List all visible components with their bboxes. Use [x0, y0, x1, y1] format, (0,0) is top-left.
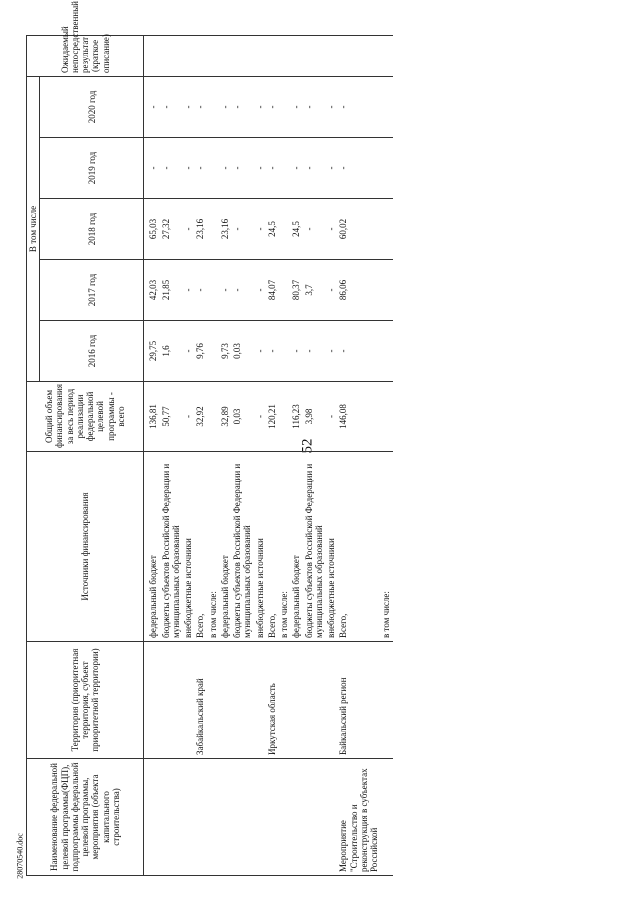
cell-total — [207, 382, 219, 452]
cell-2020 — [207, 76, 219, 137]
cell-2016 — [380, 321, 392, 382]
cell-2016: - — [303, 321, 326, 382]
cell-2016 — [207, 321, 219, 382]
cell-2020: - — [160, 76, 183, 137]
cell-total: 146,08 — [337, 382, 380, 452]
cell-2018: 27,32 — [160, 199, 183, 260]
cell-2017: 84,07 — [266, 260, 278, 321]
cell-territory — [144, 642, 160, 759]
cell-territory — [219, 642, 231, 759]
cell-2017 — [380, 260, 392, 321]
cell-2017: - — [182, 260, 194, 321]
cell-territory — [290, 642, 302, 759]
table-row — [254, 35, 266, 875]
financing-table — [26, 1, 393, 876]
header-year-2017: 2017 год — [40, 260, 144, 321]
cell-program — [325, 759, 337, 876]
cell-total — [278, 382, 290, 452]
cell-result — [160, 35, 183, 76]
cell-2019: - — [266, 138, 278, 199]
cell-territory — [278, 642, 290, 759]
cell-source: бюджеты субъектов Российской Федерации и муниципальных образований — [231, 452, 254, 642]
cell-result — [254, 35, 266, 76]
cell-program — [290, 759, 302, 876]
cell-2017: 80,37 — [290, 260, 302, 321]
cell-result — [290, 35, 302, 76]
table-row — [303, 35, 326, 875]
cell-source: в том числе: — [278, 452, 290, 642]
cell-program — [144, 759, 160, 876]
cell-2020 — [380, 76, 392, 137]
table-row — [325, 35, 337, 875]
cell-territory — [380, 642, 392, 759]
cell-program: Мероприятие "Строительство и реконструкция в субъектах Российской — [337, 759, 380, 876]
table-row — [194, 35, 206, 875]
cell-2019: - — [254, 138, 266, 199]
cell-result — [325, 35, 337, 76]
cell-2019: - — [303, 138, 326, 199]
cell-2019: - — [194, 138, 206, 199]
cell-2017: 21,85 — [160, 260, 183, 321]
cell-2018: 24,5 — [290, 199, 302, 260]
cell-program — [254, 759, 266, 876]
cell-2020: - — [182, 76, 194, 137]
cell-total: 136,81 — [144, 382, 160, 452]
cell-territory: Байкальский регион — [337, 642, 380, 759]
cell-2018 — [278, 199, 290, 260]
cell-program — [231, 759, 254, 876]
table-row — [337, 35, 380, 875]
cell-2019: - — [325, 138, 337, 199]
cell-2018 — [380, 199, 392, 260]
cell-2019: - — [144, 138, 160, 199]
header-year-2019: 2019 год — [40, 138, 144, 199]
header-territory: Территория (приоритетная территория, субъект приоритетной территории) — [27, 642, 144, 759]
cell-program — [219, 759, 231, 876]
cell-2016: 9,76 — [194, 321, 206, 382]
table-row — [266, 35, 278, 875]
cell-total: - — [325, 382, 337, 452]
cell-result — [380, 35, 392, 76]
table-row — [144, 35, 160, 875]
cell-2020: - — [231, 76, 254, 137]
cell-2018: - — [182, 199, 194, 260]
cell-territory — [231, 642, 254, 759]
cell-2016: 1,6 — [160, 321, 183, 382]
header-year-2016: 2016 год — [40, 321, 144, 382]
cell-result — [337, 35, 380, 76]
cell-2017: - — [325, 260, 337, 321]
cell-total: 120,21 — [266, 382, 278, 452]
page-number: 52 — [299, 438, 316, 454]
table-header — [27, 1, 144, 875]
cell-2017: 3,7 — [303, 260, 326, 321]
cell-result — [194, 35, 206, 76]
cell-total: - — [254, 382, 266, 452]
cell-2020: - — [337, 76, 380, 137]
cell-total: 32,89 — [219, 382, 231, 452]
cell-2018: - — [231, 199, 254, 260]
cell-2020: - — [219, 76, 231, 137]
cell-territory — [303, 642, 326, 759]
header-year-2018: 2018 год — [40, 199, 144, 260]
table-row — [278, 35, 290, 875]
cell-total: - — [182, 382, 194, 452]
cell-territory — [160, 642, 183, 759]
cell-result — [278, 35, 290, 76]
cell-2018: 24,5 — [266, 199, 278, 260]
cell-territory — [207, 642, 219, 759]
cell-2020: - — [194, 76, 206, 137]
cell-territory — [182, 642, 194, 759]
cell-source: бюджеты субъектов Российской Федерации и муниципальных образований — [303, 452, 326, 642]
cell-source: федеральный бюджет — [219, 452, 231, 642]
cell-total: 0,03 — [231, 382, 254, 452]
cell-2017: - — [194, 260, 206, 321]
header-program: Наименование федеральной целевой программы(ФЦП), подпрограммы федеральной целевой программы, мероприятия (объекта капитального строительства) — [27, 759, 144, 876]
table-row — [380, 35, 392, 875]
table-row — [290, 35, 302, 875]
cell-program — [278, 759, 290, 876]
table-row — [231, 35, 254, 875]
cell-source: Всего, — [266, 452, 278, 642]
cell-result — [231, 35, 254, 76]
cell-source: в том числе: — [380, 452, 392, 642]
cell-2019 — [278, 138, 290, 199]
cell-source: федеральный бюджет — [290, 452, 302, 642]
cell-territory: Иркутская область — [266, 642, 278, 759]
cell-result — [303, 35, 326, 76]
cell-source: бюджеты субъектов Российской Федерации и муниципальных образований — [160, 452, 183, 642]
cell-territory: Забайкальский край — [194, 642, 206, 759]
cell-source: Всего, — [337, 452, 380, 642]
table-row — [182, 35, 194, 875]
cell-2017: 86,06 — [337, 260, 380, 321]
cell-program — [160, 759, 183, 876]
cell-program — [303, 759, 326, 876]
cell-2016: - — [266, 321, 278, 382]
cell-2017: - — [254, 260, 266, 321]
cell-2016: 9,73 — [219, 321, 231, 382]
cell-program — [194, 759, 206, 876]
cell-territory — [325, 642, 337, 759]
cell-program — [380, 759, 392, 876]
cell-2020: - — [144, 76, 160, 137]
rotated-table-container — [26, 1, 638, 876]
table-row — [207, 35, 219, 875]
cell-source: Всего, — [194, 452, 206, 642]
cell-source: федеральный бюджет — [144, 452, 160, 642]
cell-2017: - — [231, 260, 254, 321]
cell-2016: - — [337, 321, 380, 382]
cell-2016: - — [325, 321, 337, 382]
cell-2016: 0,03 — [231, 321, 254, 382]
cell-total: 116,23 — [290, 382, 302, 452]
cell-2016: - — [182, 321, 194, 382]
cell-total: 50,77 — [160, 382, 183, 452]
cell-result — [182, 35, 194, 76]
cell-total: 32,92 — [194, 382, 206, 452]
cell-program — [207, 759, 219, 876]
table-body — [144, 35, 393, 875]
cell-2019 — [380, 138, 392, 199]
cell-2018: 23,16 — [194, 199, 206, 260]
cell-total — [380, 382, 392, 452]
cell-source: внебюджетные источники — [325, 452, 337, 642]
cell-2017: 42,03 — [144, 260, 160, 321]
cell-2019 — [207, 138, 219, 199]
header-in-that-number: В том числе — [27, 76, 40, 381]
cell-source: внебюджетные источники — [182, 452, 194, 642]
table-row — [219, 35, 231, 875]
header-result: Ожидаемый непосредственный результат (краткое описание) — [27, 35, 144, 76]
cell-source: внебюджетные источники — [254, 452, 266, 642]
cell-result — [144, 35, 160, 76]
cell-2018: - — [303, 199, 326, 260]
header-source: Источники финансирования — [27, 452, 144, 642]
footer-document-reference: 28070540.doc — [15, 833, 25, 879]
header-year-2020: 2020 год — [40, 76, 144, 137]
cell-2019: - — [290, 138, 302, 199]
cell-2019: - — [160, 138, 183, 199]
cell-2019: - — [219, 138, 231, 199]
cell-2018: 60,02 — [337, 199, 380, 260]
cell-result — [266, 35, 278, 76]
cell-2017 — [207, 260, 219, 321]
cell-2016: - — [254, 321, 266, 382]
cell-2020: - — [325, 76, 337, 137]
cell-2016 — [278, 321, 290, 382]
cell-2016: - — [290, 321, 302, 382]
cell-program — [266, 759, 278, 876]
cell-2017 — [278, 260, 290, 321]
cell-2017: - — [219, 260, 231, 321]
cell-2019: - — [337, 138, 380, 199]
header-total: Общий объем финансирования за весь период реализации федеральной целевой программы - всего — [27, 382, 144, 452]
cell-2019: - — [182, 138, 194, 199]
cell-2018: - — [325, 199, 337, 260]
cell-2016: 29,75 — [144, 321, 160, 382]
cell-2018: - — [254, 199, 266, 260]
cell-program — [182, 759, 194, 876]
cell-2018: 23,16 — [219, 199, 231, 260]
cell-territory — [254, 642, 266, 759]
cell-result — [219, 35, 231, 76]
cell-source: в том числе: — [207, 452, 219, 642]
cell-2020: - — [254, 76, 266, 137]
cell-result — [207, 35, 219, 76]
cell-2020: - — [303, 76, 326, 137]
cell-2018 — [207, 199, 219, 260]
cell-total: 3,98 — [303, 382, 326, 452]
cell-2020: - — [266, 76, 278, 137]
cell-2019: - — [231, 138, 254, 199]
cell-2020 — [278, 76, 290, 137]
cell-2020: - — [290, 76, 302, 137]
cell-2018: 65,03 — [144, 199, 160, 260]
table-row — [160, 35, 183, 875]
